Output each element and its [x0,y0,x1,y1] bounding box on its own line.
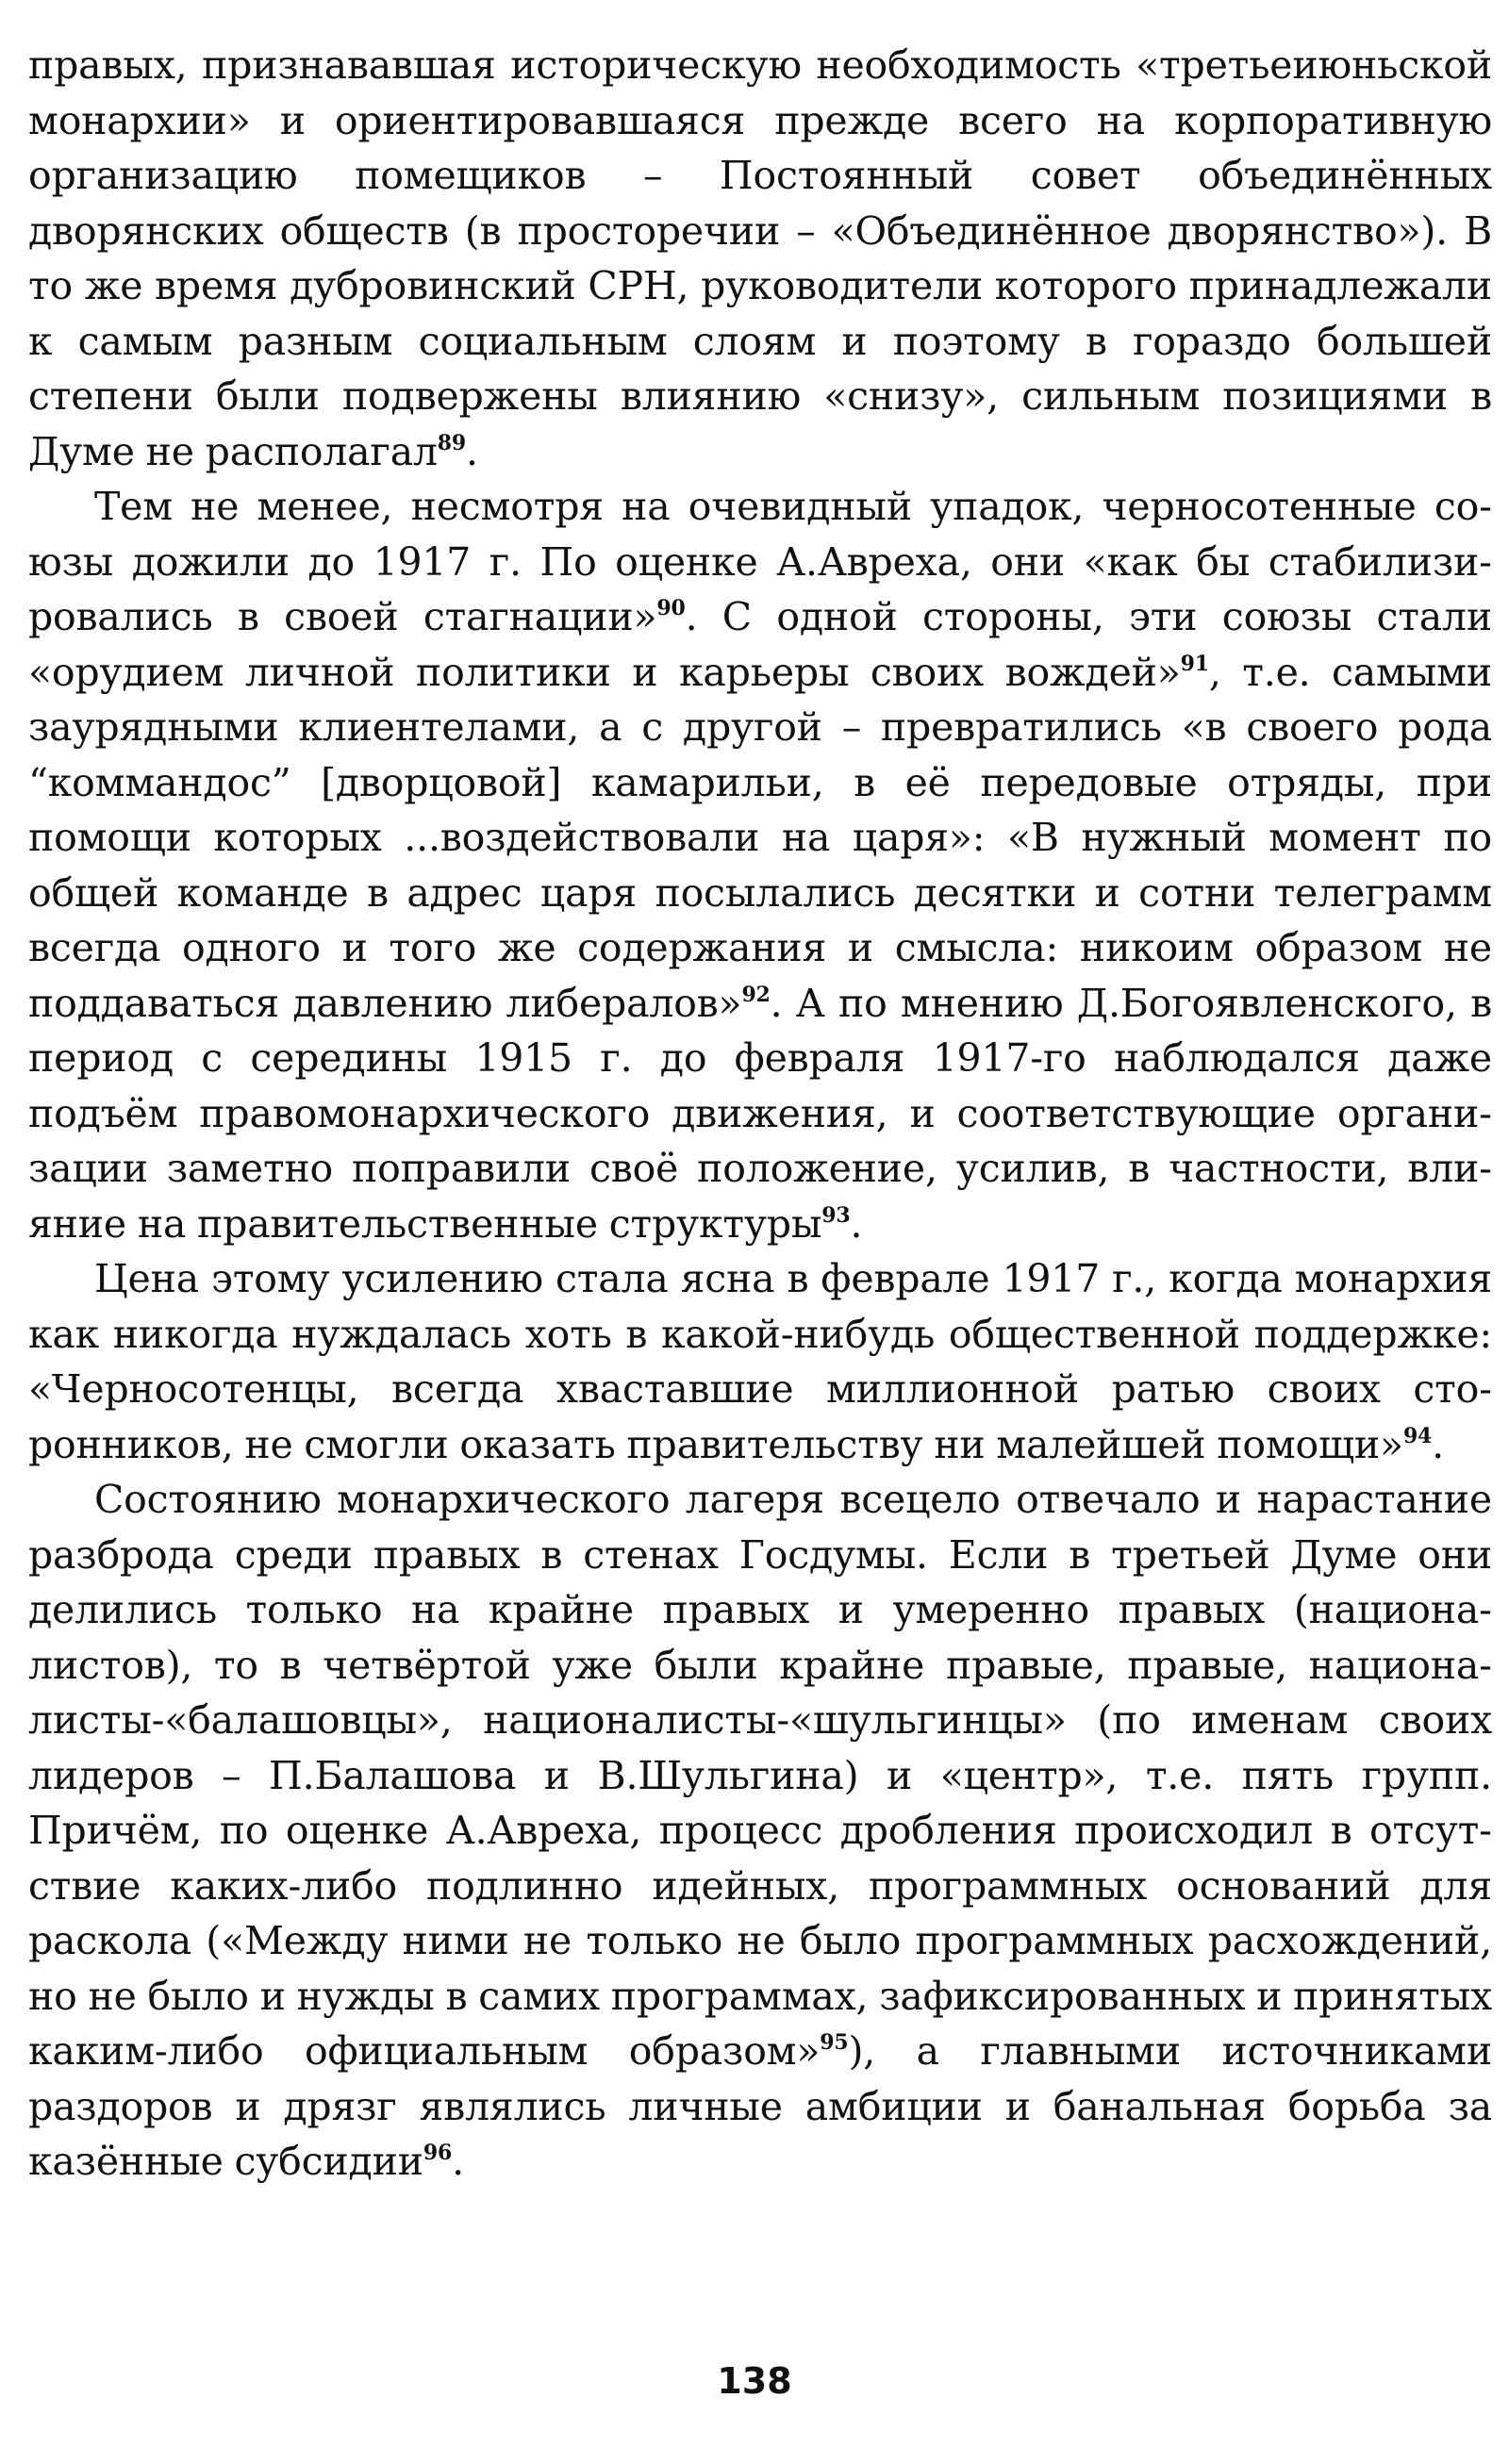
paragraph [28,38,1492,479]
paragraph-text: . [466,428,478,474]
paragraph-text: , т.е. самыми заурядными клиентелами, а с другой – превратились «в своего рода “коммандос” [дворцовой] камарильи, в её передовые отряды, при помощи которых ...воздействовали на царя»: «В нужный момент по общей команде в адрес царя посылались десятки и сотни телеграмм всегда одного и того же содержания и смысла: никоим образом не поддаваться давлению либералов» [28,649,1492,1026]
paragraph [28,479,1492,1251]
footnote-ref: 94 [1402,1423,1433,1448]
footnote-ref: 92 [741,982,771,1007]
page-number: 138 [717,2360,792,2402]
paragraph [28,1472,1492,2190]
paragraph-text: . [452,2139,464,2184]
footnote-ref: 90 [656,596,686,620]
page-body [28,38,1492,2190]
footnote-ref: 93 [821,1202,851,1228]
paragraph-text: . [1432,1421,1445,1467]
footnote-ref: 89 [437,430,467,455]
footnote-ref: 95 [820,2030,849,2055]
paragraph-text: ), а главными источниками раздоров и дрязг являлись личные амбиции и банальная борьба за казённые субсидии [28,2028,1492,2184]
footnote-ref: 96 [423,2141,453,2165]
paragraph-text: правых, признававшая историческую необходимость «третьеиюньской монархии» и ориентировавшаяся прежде всего на корпоративную организацию помещиков – Постоянный совет объединённых дворянских обществ (в просторечии – «Объединённое дворянство»). В то же время дубровинский СРН, руководители которого принадлежали к самым разным социальным слоям и поэтому в гораздо большей степени были подвержены влиянию «снизу», сильным позициями в Думе не располагал [28,42,1492,474]
footnote-ref: 91 [1180,651,1209,676]
paragraph-text: . А по мнению Д.Богоявленского, в период с середины 1915 г. до февраля 1917-го наблюдался даже подъём правомонархического движения, и соответствующие организации заметно поправили своё положение, усилив, в частности, влияние на правительственные структуры [28,980,1492,1247]
paragraph-text: Состоянию монархического лагеря всецело отвечало и нарастание разброда среди правых в стенах Госдумы. Если в третьей Думе они делились только на крайне правых и умеренно правых (националистов), то в четвёртой уже были крайне правые, правые, националисты-«балашовцы», националисты-«шульгинцы» (по именам своих лидеров – П.Балашова и В.Шульгина) и «центр», т.е. пять групп. Причём, по оценке А.Авреха, процесс дробления происходил в отсутствие каких-либо подлинно идейных, программных оснований для раскола («Между ними не только не было программных расхождений, но не было и нужды в самих программах, зафиксированных и принятых каким-либо официальным образом» [28,1477,1492,2074]
paragraph [28,1251,1492,1472]
paragraph-text: Тем не менее, несмотря на очевидный упадок, черносотенные союзы дожили до 1917 г. По оценке А.Авреха, они «как бы стабилизировались в своей стагнации» [28,484,1492,639]
paragraph-text: . С одной стороны, эти союзы стали «орудием личной политики и карьеры своих вождей» [28,594,1492,695]
paragraph-text: Цена этому усилению стала ясна в феврале 1917 г., когда монархия как никогда нуждалась хоть в какой-нибудь общественной поддержке: «Черносотенцы, всегда хваставшие миллионной ратью своих сторонников, не смогли оказать правительству ни малейшей помощи» [28,1256,1492,1467]
paragraph-text: . [850,1200,863,1247]
